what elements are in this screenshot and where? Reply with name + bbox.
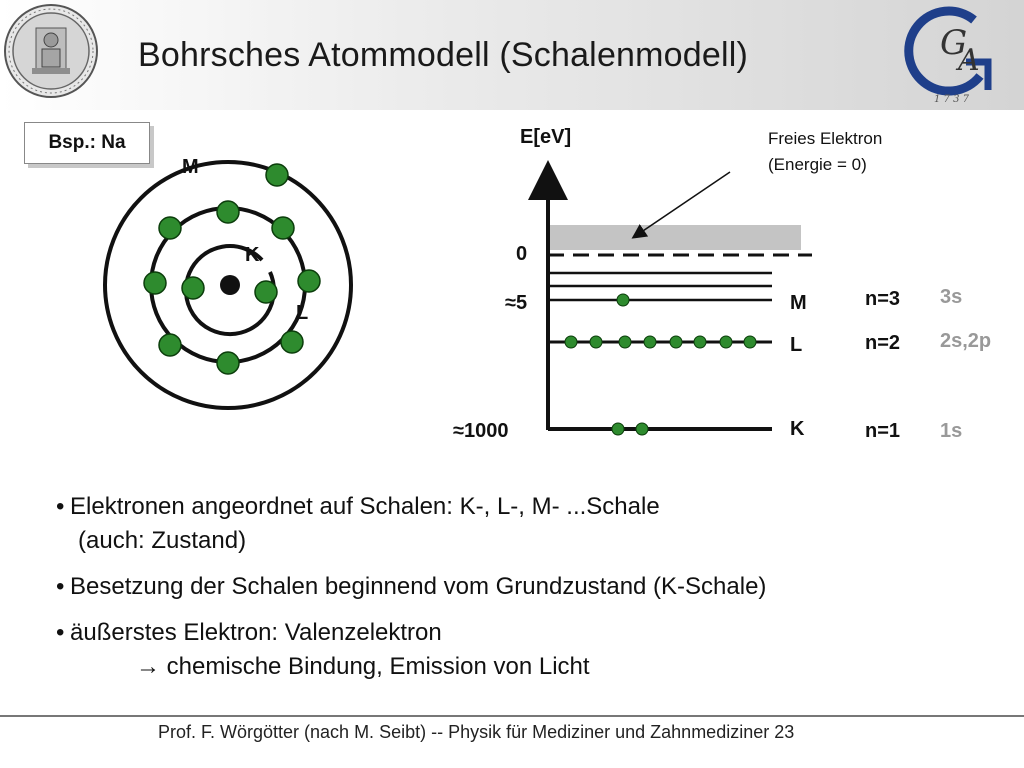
electron-level-l — [590, 336, 602, 348]
free-electron-label-line2: (Energie = 0) — [768, 155, 867, 174]
bullet-continuation — [56, 650, 956, 684]
electron-level-l — [644, 336, 656, 348]
electron-l — [272, 217, 294, 239]
energy-axis-label: E[eV] — [520, 126, 572, 148]
electron-level-l — [670, 336, 682, 348]
svg-text:1 7 3 7: 1 7 3 7 — [934, 94, 969, 105]
level-label-m: M — [790, 292, 807, 314]
level-label-l: L — [790, 334, 803, 356]
bullet-item — [56, 570, 956, 604]
bullet-text: Besetzung der Schalen beginnend vom Grundzustand (K-Schale) — [70, 573, 767, 600]
electron-l — [217, 201, 239, 223]
electron-level-k — [612, 423, 624, 435]
electron-level-m — [617, 294, 629, 306]
bullet-text: Elektronen angeordnet auf Schalen: K-, L-, M- ...Schale — [70, 493, 660, 520]
free-electron-label-line1: Freies Elektron — [768, 129, 883, 148]
arrow-icon: → — [136, 653, 160, 680]
bullet-text: chemische Bindung, Emission von Licht — [166, 653, 590, 680]
electron-l — [217, 352, 239, 374]
bullet-item — [56, 490, 956, 524]
electron-k — [182, 277, 204, 299]
electron-level-l — [565, 336, 577, 348]
electron-level-l — [694, 336, 706, 348]
example-label-box: Bsp.: Na — [24, 122, 150, 164]
electron-l — [298, 270, 320, 292]
free-electron-band — [548, 225, 801, 250]
electron-l — [281, 331, 303, 353]
energy-m-label: ≈5 — [505, 292, 528, 314]
orbital-2s2p: 2s,2p — [940, 330, 992, 352]
quantum-number-n1: n=1 — [865, 420, 901, 442]
footer-divider — [0, 715, 1024, 717]
svg-text:G: G — [940, 23, 968, 63]
bullet-item — [56, 616, 956, 650]
quantum-number-n2: n=2 — [865, 332, 901, 354]
bullet-list — [56, 490, 956, 684]
footer-text: Prof. F. Wörgötter (nach M. Seibt) -- Physik für Mediziner und Zahnmediziner 23 — [158, 722, 795, 742]
svg-text:A: A — [958, 43, 980, 78]
electron-m — [266, 164, 288, 186]
shell-label-k: K — [245, 244, 260, 266]
electron-level-l — [619, 336, 631, 348]
energy-zero-label: 0 — [516, 243, 528, 265]
orbital-1s: 1s — [940, 420, 963, 442]
electron-k — [255, 281, 277, 303]
bullet-continuation: (auch: Zustand) — [78, 527, 247, 554]
electron-level-k — [636, 423, 648, 435]
electron-l — [159, 334, 181, 356]
electron-level-l — [744, 336, 756, 348]
electron-l — [144, 272, 166, 294]
orbital-3s: 3s — [940, 286, 963, 308]
bullet-dot: • — [56, 493, 65, 520]
shell-label-m: M — [182, 156, 199, 178]
bullet-dot: • — [56, 619, 65, 646]
electron-level-l — [720, 336, 732, 348]
electron-l — [159, 217, 181, 239]
energy-k-label: ≈1000 — [453, 420, 509, 442]
nucleus — [220, 275, 240, 295]
bullet-text: äußerstes Elektron: Valenzelektron — [70, 619, 442, 646]
bullet-dot: • — [56, 573, 65, 600]
energy-diagram — [548, 168, 812, 435]
level-label-k: K — [790, 418, 805, 440]
quantum-number-n3: n=3 — [865, 288, 901, 310]
atom-model — [105, 162, 351, 408]
page-title: Bohrsches Atommodell (Schalenmodell) — [138, 36, 749, 74]
shell-label-l: L — [296, 302, 309, 324]
